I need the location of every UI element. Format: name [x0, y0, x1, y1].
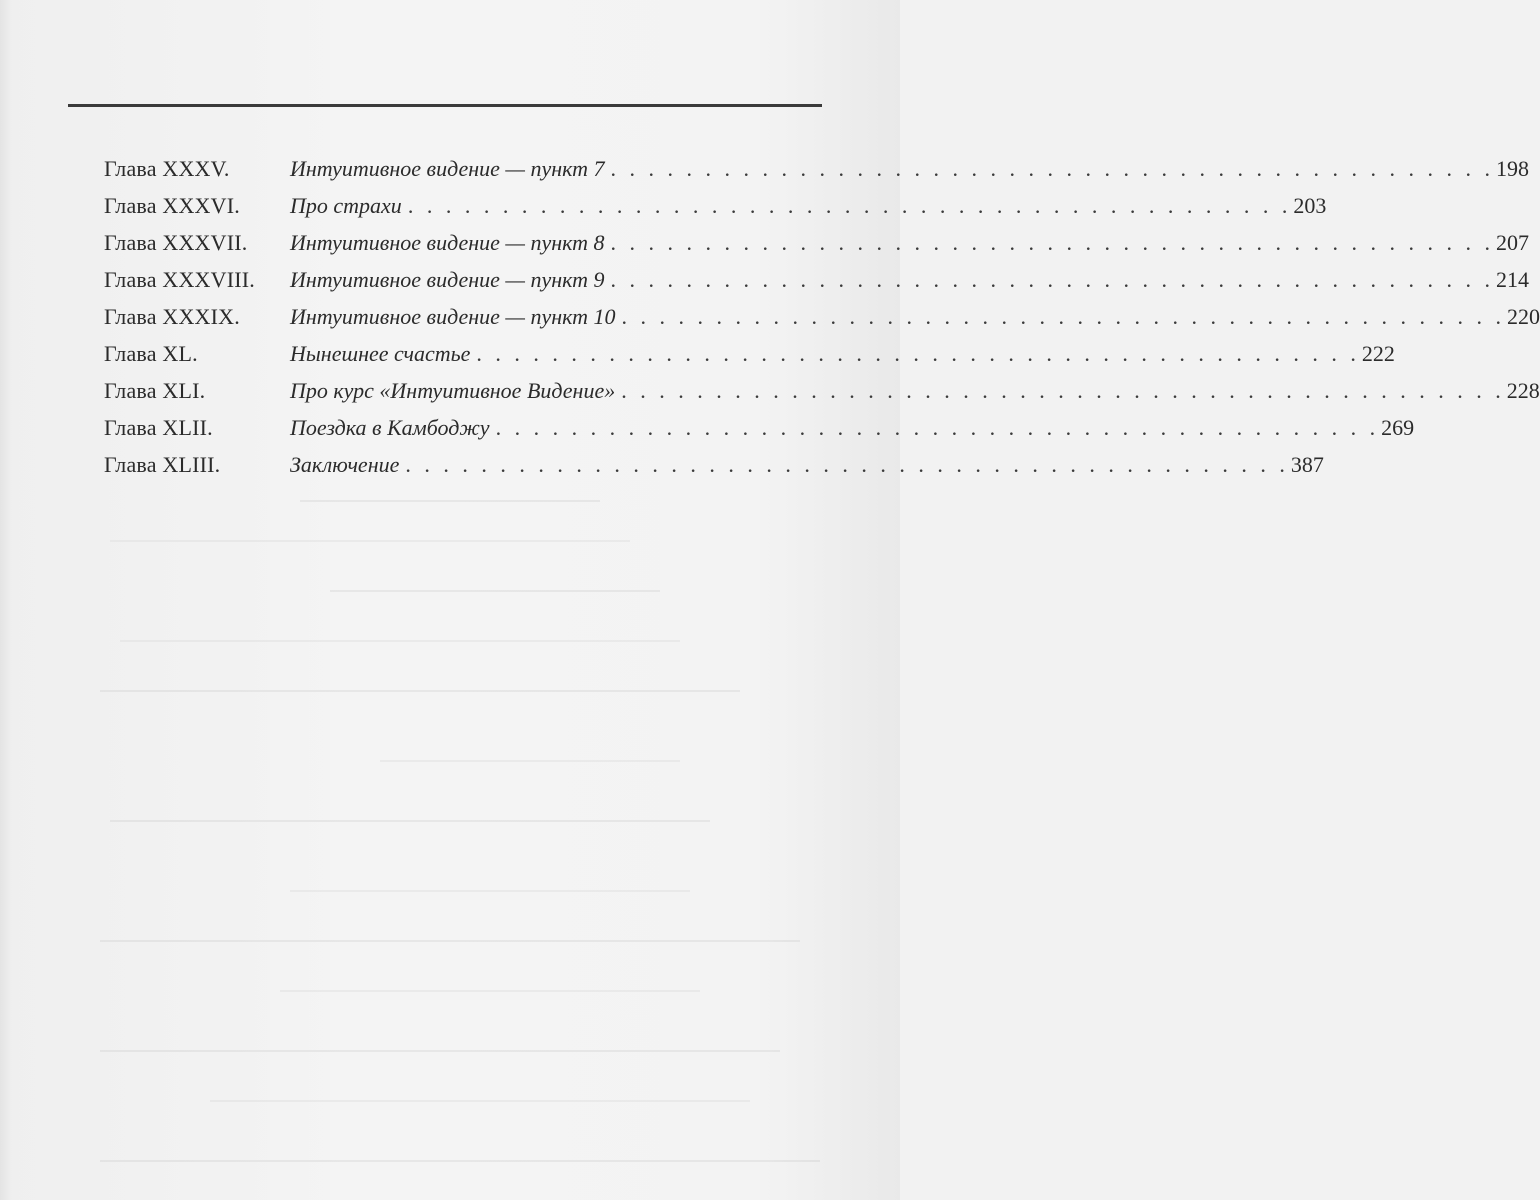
chapter-number: Глава XXXVII. [104, 230, 248, 255]
chapter-title: Интуитивное видение — пункт 10 [290, 304, 616, 329]
dot-leader: . . . . . . . . . . . . . . . . . . . . . . . . . . . . . . . . . . . . . . . . . . . . . . . [610, 156, 1495, 181]
dot-leader: . . . . . . . . . . . . . . . . . . . . . . . . . . . . . . . . . . . . . . . . . . . . . . . [476, 341, 1360, 366]
chapter-title: Поездка в Камбоджу [290, 415, 490, 440]
show-through-texture [0, 470, 900, 1200]
chapter-number: Глава XLI. [104, 378, 206, 403]
toc-entry [104, 372, 1540, 409]
dot-leader: . . . . . . . . . . . . . . . . . . . . . . . . . . . . . . . . . . . . . . . . . . . . . . . [621, 304, 1506, 329]
page-number: 387 [1290, 452, 1324, 477]
page-number: 203 [1293, 193, 1327, 218]
chapter-number: Глава XXXVIII. [104, 267, 255, 292]
chapter-number: Глава XXXIX. [104, 304, 240, 329]
table-of-contents [104, 150, 1540, 483]
chapter-title: Интуитивное видение — пункт 9 [290, 267, 605, 292]
toc-entry [104, 261, 1530, 298]
page-number: 220 [1507, 304, 1540, 329]
chapter-title: Интуитивное видение — пункт 8 [290, 230, 605, 255]
page-number: 269 [1381, 415, 1415, 440]
page-number: 228 [1506, 378, 1540, 403]
dot-leader: . . . . . . . . . . . . . . . . . . . . . . . . . . . . . . . . . . . . . . . . . . . . . . . [495, 415, 1380, 440]
page-number: 222 [1361, 341, 1395, 366]
toc-entry [104, 335, 1395, 372]
chapter-number: Глава XL. [104, 341, 198, 366]
chapter-number: Глава XLII. [104, 415, 213, 440]
toc-entry [104, 446, 1324, 483]
chapter-number: Глава XLIII. [104, 452, 221, 477]
dot-leader: . . . . . . . . . . . . . . . . . . . . . . . . . . . . . . . . . . . . . . . . . . . . . . . [405, 452, 1289, 477]
toc-entry [104, 150, 1530, 187]
toc-entry [104, 298, 1540, 335]
dot-leader: . . . . . . . . . . . . . . . . . . . . . . . . . . . . . . . . . . . . . . . . . . . . . . . [610, 230, 1495, 255]
page-number: 198 [1496, 156, 1530, 181]
chapter-title: Заключение [290, 452, 400, 477]
page-number: 214 [1496, 267, 1530, 292]
page-number: 207 [1496, 230, 1530, 255]
toc-entry [104, 409, 1415, 446]
chapter-title: Про курс «Интуитивное Видение» [290, 378, 616, 403]
chapter-number: Глава XXXV. [104, 156, 230, 181]
dot-leader: . . . . . . . . . . . . . . . . . . . . . . . . . . . . . . . . . . . . . . . . . . . . . . . [610, 267, 1495, 292]
chapter-number: Глава XXXVI. [104, 193, 240, 218]
dot-leader: . . . . . . . . . . . . . . . . . . . . . . . . . . . . . . . . . . . . . . . . . . . . . . . [407, 193, 1292, 218]
chapter-title: Интуитивное видение — пункт 7 [290, 156, 605, 181]
toc-entry [104, 224, 1530, 261]
toc-entry [104, 187, 1327, 224]
chapter-title: Нынешнее счастье [290, 341, 471, 366]
chapter-title: Про страхи [290, 193, 402, 218]
header-rule [68, 104, 822, 107]
dot-leader: . . . . . . . . . . . . . . . . . . . . . . . . . . . . . . . . . . . . . . . . . . . . . . . [621, 378, 1505, 403]
page-edge-shadow [0, 0, 12, 1200]
